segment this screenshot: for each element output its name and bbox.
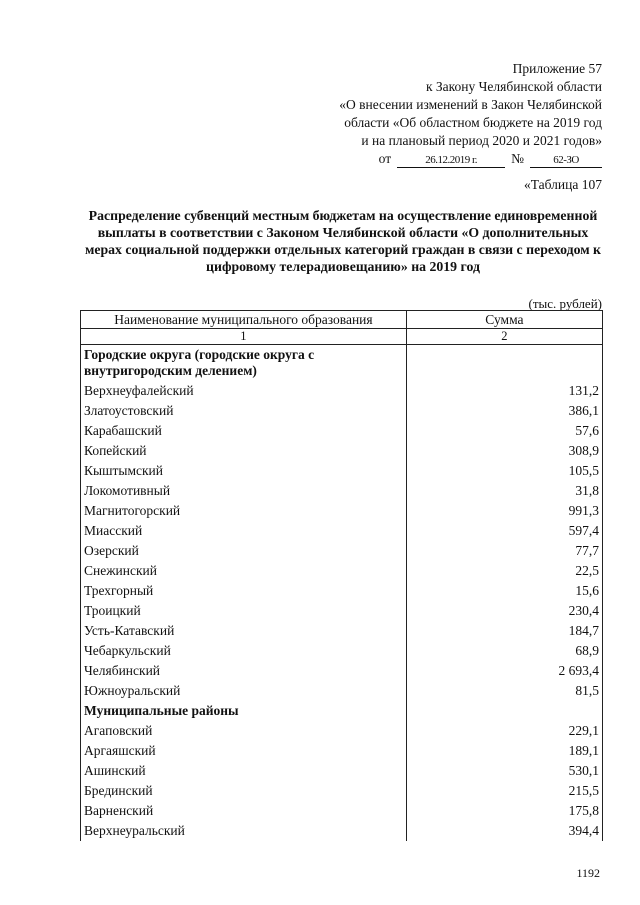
municipality-name: Усть-Катавский — [81, 621, 407, 641]
table-row — [81, 621, 603, 641]
municipality-name: Варненский — [81, 801, 407, 821]
number-label: № — [511, 151, 524, 166]
amount-cell: 991,3 — [406, 501, 602, 521]
table-row — [81, 401, 603, 421]
amount-cell: 184,7 — [406, 621, 602, 641]
table-row — [81, 681, 603, 701]
law-date: 26.12.2019 г. — [397, 153, 505, 168]
municipality-name: Озерский — [81, 541, 407, 561]
amount-cell: 105,5 — [406, 461, 602, 481]
table-row — [81, 661, 603, 681]
amount-cell — [406, 345, 602, 382]
header-line: «О внесении изменений в Закон Челябинской — [339, 97, 602, 112]
municipality-name: Чебаркульский — [81, 641, 407, 661]
table-row — [81, 761, 603, 781]
municipality-name: Карабашский — [81, 421, 407, 441]
amount-cell: 68,9 — [406, 641, 602, 661]
amount-cell: 215,5 — [406, 781, 602, 801]
municipality-name: Локомотивный — [81, 481, 407, 501]
municipality-name: Южноуральский — [81, 681, 407, 701]
amount-cell: 57,6 — [406, 421, 602, 441]
amount-cell: 530,1 — [406, 761, 602, 781]
section-row — [81, 701, 603, 721]
section-row — [81, 345, 603, 382]
table-row — [81, 441, 603, 461]
amount-cell: 81,5 — [406, 681, 602, 701]
municipality-name: Трехгорный — [81, 581, 407, 601]
municipality-name: Кыштымский — [81, 461, 407, 481]
table-row — [81, 481, 603, 501]
table-row — [81, 781, 603, 801]
municipality-name: Верхнеуральский — [81, 821, 407, 841]
document-title: Распределение субвенций местным бюджетам на осуществление единовременной выплаты в соответствии с Законом Челябинской области «О дополнительных мерах социальной поддержки отдельных категорий граждан в связи с переходом к цифровому телерадиовещанию» на 2019 год — [84, 208, 602, 274]
subvention-table — [80, 310, 603, 841]
municipality-name: Агаповский — [81, 721, 407, 741]
amount-cell: 131,2 — [406, 381, 602, 401]
municipality-name: Верхнеуфалейский — [81, 381, 407, 401]
amount-cell: 597,4 — [406, 521, 602, 541]
table-row — [81, 501, 603, 521]
amount-cell: 2 693,4 — [406, 661, 602, 681]
table-row — [81, 601, 603, 621]
amount-cell: 175,8 — [406, 801, 602, 821]
section-heading: Муниципальные районы — [81, 701, 407, 721]
header-line: Приложение 57 — [512, 61, 602, 76]
municipality-name: Снежинский — [81, 561, 407, 581]
table-row — [81, 521, 603, 541]
page-number: 1192 — [576, 866, 600, 880]
table-header-row — [81, 311, 603, 329]
column-index: 2 — [406, 329, 602, 345]
amount-cell: 22,5 — [406, 561, 602, 581]
column-index-row — [81, 329, 603, 345]
table-row — [81, 801, 603, 821]
municipality-name: Копейский — [81, 441, 407, 461]
amount-cell: 31,8 — [406, 481, 602, 501]
amount-cell: 77,7 — [406, 541, 602, 561]
table-reference: «Таблица 107 — [524, 177, 602, 192]
amount-cell: 386,1 — [406, 401, 602, 421]
table-row — [81, 641, 603, 661]
table-row — [81, 581, 603, 601]
header-line: области «Об областном бюджете на 2019 год — [344, 115, 602, 130]
amount-cell: 394,4 — [406, 821, 602, 841]
unit-label: (тыс. рублей) — [528, 296, 602, 311]
table-row — [81, 721, 603, 741]
table-row — [81, 381, 603, 401]
table-row — [81, 561, 603, 581]
header-line: к Закону Челябинской области — [425, 79, 602, 94]
table-row — [81, 421, 603, 441]
table-row — [81, 821, 603, 841]
municipality-name: Миасский — [81, 521, 407, 541]
header-line: и на плановый период 2020 и 2021 годов» — [361, 133, 602, 148]
municipality-name: Ашинский — [81, 761, 407, 781]
amount-cell: 229,1 — [406, 721, 602, 741]
amount-cell: 15,6 — [406, 581, 602, 601]
municipality-name: Златоустовский — [81, 401, 407, 421]
law-number: 62-ЗО — [530, 153, 602, 168]
amount-cell — [406, 701, 602, 721]
municipality-name: Аргаяшский — [81, 741, 407, 761]
amount-cell: 308,9 — [406, 441, 602, 461]
law-date-number-line — [339, 150, 602, 168]
amount-cell: 189,1 — [406, 741, 602, 761]
table-row — [81, 461, 603, 481]
municipality-name: Троицкий — [81, 601, 407, 621]
section-heading: Городские округа (городские округа с внутригородским делением) — [81, 345, 407, 382]
column-index: 1 — [81, 329, 407, 345]
municipality-name: Магнитогорский — [81, 501, 407, 521]
municipality-name: Челябинский — [81, 661, 407, 681]
appendix-header — [339, 60, 602, 168]
table-row — [81, 541, 603, 561]
column-header-name: Наименование муниципального образования — [81, 311, 407, 329]
municipality-name: Брединский — [81, 781, 407, 801]
table-row — [81, 741, 603, 761]
column-header-sum: Сумма — [406, 311, 602, 329]
from-label: от — [378, 151, 392, 166]
amount-cell: 230,4 — [406, 601, 602, 621]
